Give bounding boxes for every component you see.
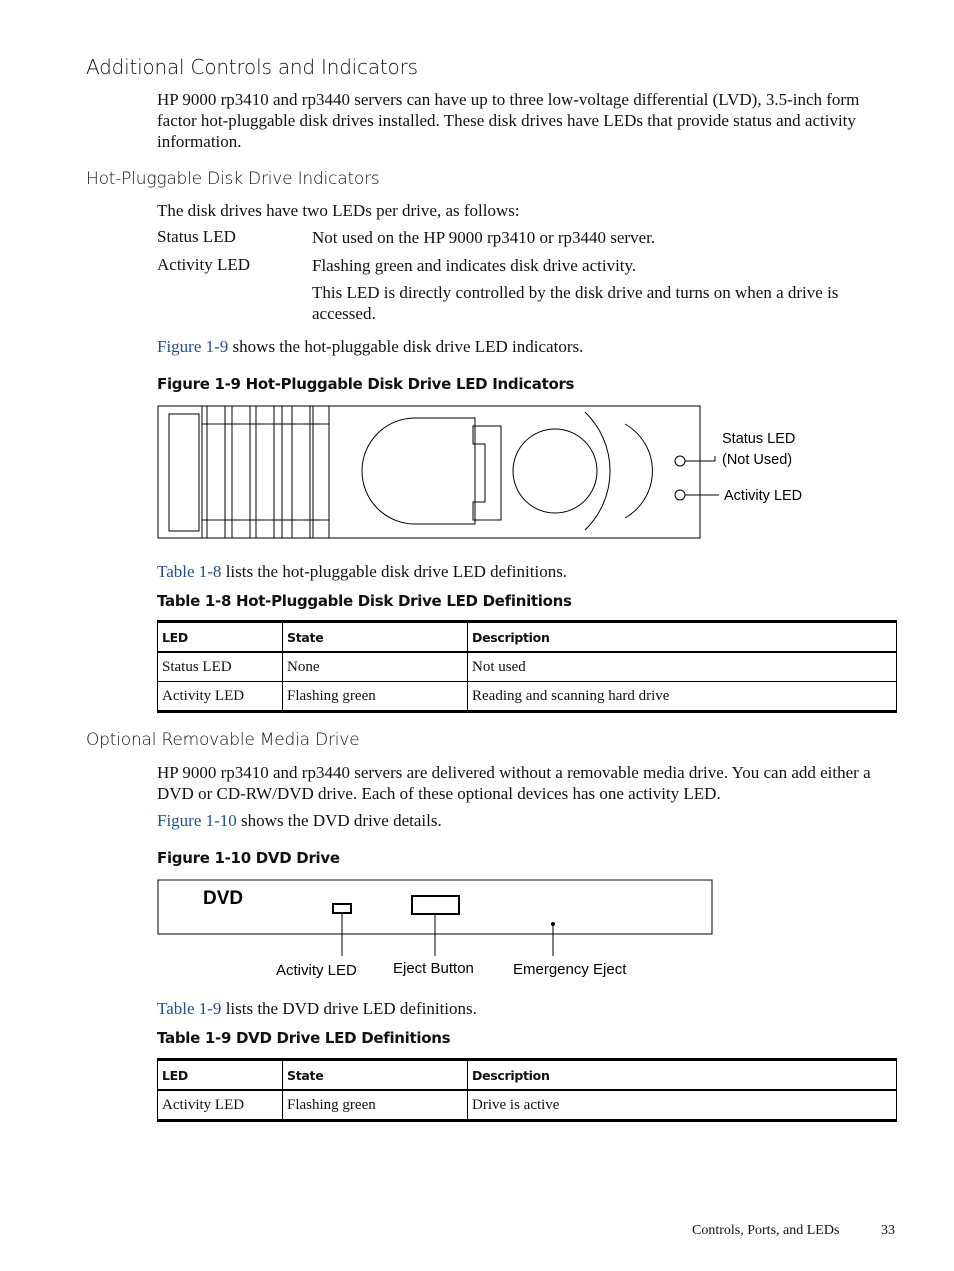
column-header-state: State [283,1060,468,1091]
figure-1-10-link[interactable]: Figure 1-10 [157,811,237,830]
drive-latch [169,414,199,531]
dvd-drive-diagram [155,876,717,982]
dvd-activity-led-label: Activity LED [276,962,357,979]
eject-button-label: Eject Button [393,960,474,977]
figure-reference-text: shows the hot-pluggable disk drive LED indicators. [228,337,584,356]
table-header-row [158,622,897,653]
table-row [158,652,897,682]
drive-port-circle [513,429,597,513]
dvd-logo-text: DVD [203,888,244,909]
activity-led-indicator [675,490,685,500]
table-cell: Activity LED [158,1090,283,1121]
table-cell: Status LED [158,652,283,682]
drive-bezel-arc [625,424,652,518]
column-header-led: LED [158,1060,283,1091]
desc-status-led: Not used on the HP 9000 rp3410 or rp3440 server. [312,228,656,247]
drive-handle [362,418,475,524]
removable-media-paragraph: HP 9000 rp3410 and rp3440 servers are delivered without a removable media drive. You can add either a DVD or CD-RW/DVD drive. Each of these optional devices has one activity LED. [157,763,871,803]
footer-section-name: Controls, Ports, and LEDs [692,1223,840,1238]
figure-1-9-caption: Figure 1-9 Hot-Pluggable Disk Drive LED Indicators [157,375,575,393]
footer-page-number: 33 [881,1223,895,1238]
table-cell: None [283,652,468,682]
subheading-disk-indicators: Hot-Pluggable Disk Drive Indicators [86,169,380,189]
drive-carrier-outline [158,406,700,538]
emergency-eject-hole [552,923,555,926]
table-cell: Flashing green [283,682,468,712]
figure-1-10-caption: Figure 1-10 DVD Drive [157,849,340,867]
disk-drive-diagram [155,402,820,544]
not-used-label: (Not Used) [722,452,793,468]
table-cell: Activity LED [158,682,283,712]
figure-reference-dvd [157,810,899,831]
activity-led-label: Activity LED [724,488,803,504]
handle-clip [473,426,501,520]
figure-reference [157,336,899,357]
column-header-state: State [283,622,468,653]
dvd-eject-button [412,896,459,914]
desc-activity-led-extra: This LED is directly controlled by the disk drive and turns on when a drive is accessed. [312,283,839,323]
status-led-label: Status LED [722,431,796,447]
table-1-9-caption: Table 1-9 DVD Drive LED Definitions [157,1029,451,1047]
table-row [158,1090,897,1121]
term-activity-led: Activity LED [157,255,251,274]
table-1-9 [157,1058,897,1122]
emergency-eject-label: Emergency Eject [513,961,627,978]
led-lead-text: The disk drives have two LEDs per drive, as follows: [157,201,520,220]
table-reference-dvd-text: lists the DVD drive LED definitions. [221,999,477,1018]
table-1-8 [157,620,897,713]
table-cell: Not used [468,652,897,682]
column-header-description: Description [468,622,897,653]
term-status-led: Status LED [157,227,236,246]
table-cell: Flashing green [283,1090,468,1121]
table-reference-text: lists the hot-pluggable disk drive LED definitions. [221,562,568,581]
status-led-indicator [675,456,685,466]
subheading-removable-media: Optional Removable Media Drive [86,730,360,750]
table-1-9-link[interactable]: Table 1-9 [157,999,222,1018]
table-cell: Reading and scanning hard drive [468,682,897,712]
figure-1-9-link[interactable]: Figure 1-9 [157,337,229,356]
column-header-led: LED [158,622,283,653]
table-header-row [158,1060,897,1091]
table-1-8-caption: Table 1-8 Hot-Pluggable Disk Drive LED Definitions [157,592,572,610]
section-heading: Additional Controls and Indicators [86,55,418,79]
intro-paragraph: HP 9000 rp3410 and rp3440 servers can have up to three low-voltage differential (LVD), 3.5-inch form factor hot-pluggable disk drives installed. These disk drives have LEDs that provide status and activity information. [157,90,860,151]
table-reference-dvd [157,998,899,1019]
desc-activity-led: Flashing green and indicates disk drive activity. [312,256,637,275]
table-reference [157,561,899,582]
table-row [158,682,897,712]
figure-reference-dvd-text: shows the DVD drive details. [236,811,442,830]
column-header-description: Description [468,1060,897,1091]
table-cell: Drive is active [468,1090,897,1121]
dvd-activity-led [333,904,351,913]
table-1-8-link[interactable]: Table 1-8 [157,562,222,581]
